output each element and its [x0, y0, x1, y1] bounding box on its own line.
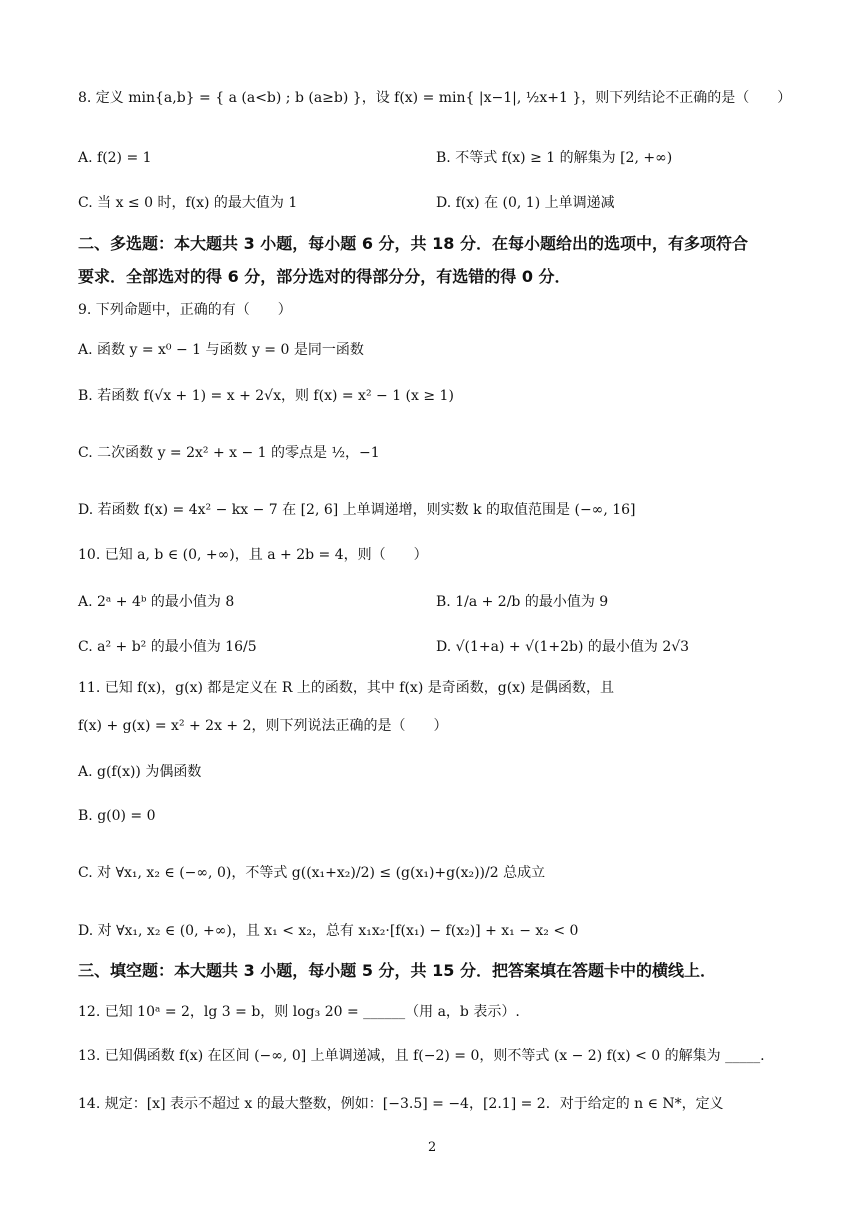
q8-option-b: B. 不等式 f(x) ≥ 1 的解集为 [2, +∞) [436, 150, 673, 166]
q9-option-a: A. 函数 y = x⁰ − 1 与函数 y = 0 是同一函数 [78, 342, 364, 358]
q9-option-c: C. 二次函数 y = 2x² + x − 1 的零点是 ½，−1 [78, 445, 380, 461]
q12-text: 12. 已知 10ᵃ = 2，lg 3 = b，则 log₃ 20 = ______（用 a，b 表示）. [78, 1004, 520, 1020]
q9-stem: 9. 下列命题中，正确的有（ ） [78, 302, 292, 318]
q11-option-a: A. g(f(x)) 为偶函数 [78, 764, 202, 780]
q10-option-b: B. 1/a + 2/b 的最小值为 9 [436, 594, 609, 610]
q11-option-b: B. g(0) = 0 [78, 808, 156, 824]
section3-heading: 三、填空题：本大题共 3 小题，每小题 5 分，共 15 分．把答案填在答题卡中的横线上． [78, 961, 716, 980]
q14-text: 14. 规定：[x] 表示不超过 x 的最大整数，例如：[−3.5] = −4，[2.1] = 2．对于给定的 n ∈ N*，定义 [78, 1096, 724, 1112]
q8-option-c: C. 当 x ≤ 0 时，f(x) 的最大值为 1 [78, 195, 298, 211]
q11-option-d: D. 对 ∀x₁, x₂ ∈ (0, +∞)，且 x₁ < x₂，总有 x₁x₂·[f(x₁) − f(x₂)] + x₁ − x₂ < 0 [78, 923, 579, 939]
q11-stem-line1: 11. 已知 f(x)，g(x) 都是定义在 R 上的函数，其中 f(x) 是奇函数，g(x) 是偶函数，且 [78, 680, 614, 696]
q10-option-c: C. a² + b² 的最小值为 16/5 [78, 639, 257, 655]
q13-text: 13. 已知偶函数 f(x) 在区间 (−∞, 0] 上单调递减，且 f(−2) = 0，则不等式 (x − 2) f(x) < 0 的解集为 _____. [78, 1048, 765, 1064]
q9-option-b: B. 若函数 f(√x + 1) = x + 2√x，则 f(x) = x² − 1 (x ≥ 1) [78, 388, 454, 404]
q11-option-c: C. 对 ∀x₁, x₂ ∈ (−∞, 0)，不等式 g((x₁+x₂)/2) ≤ (g(x₁)+g(x₂))/2 总成立 [78, 865, 546, 881]
q8-option-a: A. f(2) = 1 [78, 150, 152, 166]
q8-stem: 8. 定义 min{a,b} = { a (a<b) ; b (a≥b) }，设 f(x) = min{ |x−1|, ½x+1 }，则下列结论不正确的是（ ） [78, 90, 792, 106]
q10-option-d: D. √(1+a) + √(1+2b) 的最小值为 2√3 [436, 639, 690, 655]
q10-option-a: A. 2ᵃ + 4ᵇ 的最小值为 8 [78, 594, 235, 610]
q11-stem-line2: f(x) + g(x) = x² + 2x + 2，则下列说法正确的是（ ） [78, 718, 448, 734]
section2-heading-line2: 要求．全部选对的得 6 分，部分选对的得部分分，有选错的得 0 分． [78, 267, 571, 286]
q10-stem: 10. 已知 a, b ∈ (0, +∞)，且 a + 2b = 4，则（ ） [78, 547, 428, 563]
page-number: 2 [428, 1140, 437, 1155]
section2-heading-line1: 二、多选题：本大题共 3 小题，每小题 6 分，共 18 分．在每小题给出的选项中，有多项符合 [78, 234, 748, 253]
q9-option-d: D. 若函数 f(x) = 4x² − kx − 7 在 [2, 6] 上单调递增，则实数 k 的取值范围是 (−∞, 16] [78, 502, 636, 518]
q8-option-d: D. f(x) 在 (0, 1) 上单调递减 [436, 195, 615, 211]
